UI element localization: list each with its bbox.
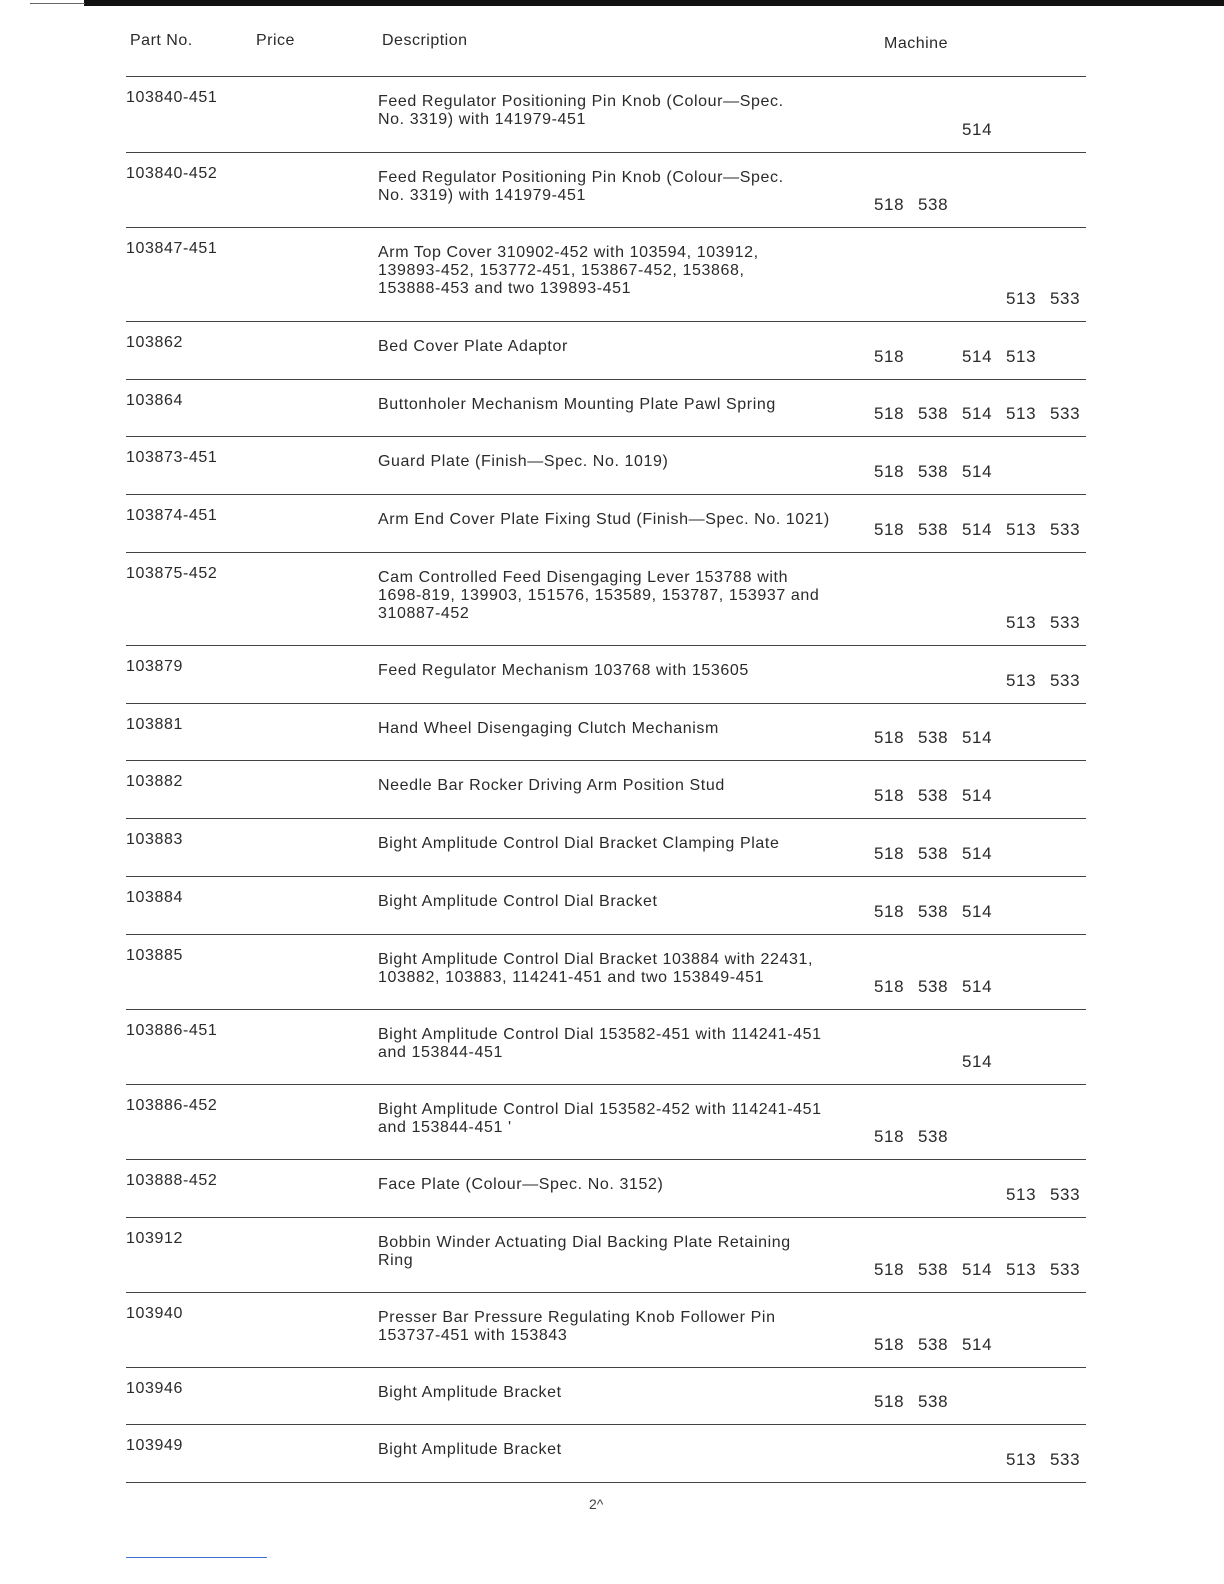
table-header: [122, 20, 1090, 76]
machine-number: 518: [874, 1392, 905, 1411]
row-rule: [126, 1482, 1086, 1483]
machine-list: [874, 1127, 1090, 1147]
part-number: 103886-451: [126, 1022, 218, 1039]
machine-number: 514: [962, 977, 993, 996]
machine-list: [874, 786, 1090, 806]
machine-number: 538: [918, 1260, 949, 1279]
part-number: 103840-451: [126, 89, 218, 106]
machine-number: 514: [962, 462, 993, 481]
machine-list: [874, 120, 1090, 140]
machine-list: [874, 1392, 1090, 1412]
part-description: Face Plate (Colour—Spec. No. 3152): [378, 1176, 664, 1193]
machine-number: 538: [918, 1127, 949, 1146]
machine-number: 533: [1050, 1260, 1081, 1279]
header-machine: Machine: [884, 35, 948, 52]
part-description: Bight Amplitude Bracket: [378, 1384, 562, 1401]
machine-number: 533: [1050, 289, 1081, 308]
part-number: 103881: [126, 716, 183, 733]
table-row: [122, 153, 1090, 227]
machine-number: 514: [962, 1260, 993, 1279]
page-number: 2^: [589, 1496, 604, 1512]
machine-number: 513: [1006, 520, 1037, 539]
machine-number: 538: [918, 728, 949, 747]
machine-number: 518: [874, 977, 905, 996]
machine-number: 514: [962, 120, 993, 139]
machine-number: 514: [962, 786, 993, 805]
part-number: 103864: [126, 392, 183, 409]
machine-number: 518: [874, 1127, 905, 1146]
machine-list: [874, 613, 1090, 633]
part-description: Needle Bar Rocker Driving Arm Position Stud: [378, 777, 725, 794]
part-description: Cam Controlled Feed Disengaging Lever 153788 with 1698-819, 139903, 151576, 153589, 153787, 153937 and 310887-452: [378, 569, 820, 622]
part-number: 103949: [126, 1437, 183, 1454]
machine-list: [874, 1052, 1090, 1072]
machine-list: [874, 195, 1090, 215]
machine-list: [874, 347, 1090, 367]
part-description: Arm Top Cover 310902-452 with 103594, 103912, 139893-452, 153772-451, 153867-452, 153868, 153888-453 and two 139893-451: [378, 244, 759, 297]
part-number: 103940: [126, 1305, 183, 1322]
machine-number: 514: [962, 728, 993, 747]
machine-number: 518: [874, 844, 905, 863]
machine-list: [874, 520, 1090, 540]
machine-number: 514: [962, 902, 993, 921]
machine-number: 533: [1050, 404, 1081, 423]
machine-number: 538: [918, 786, 949, 805]
table-row: [122, 380, 1090, 436]
part-description: Buttonholer Mechanism Mounting Plate Pawl Spring: [378, 396, 776, 413]
machine-number: 518: [874, 786, 905, 805]
header-description: Description: [382, 32, 468, 49]
machine-number: 533: [1050, 520, 1081, 539]
machine-number: 514: [962, 1335, 993, 1354]
part-number: 103883: [126, 831, 183, 848]
machine-number: 513: [1006, 347, 1037, 366]
table-row: [122, 704, 1090, 760]
machine-list: [874, 1450, 1090, 1470]
machine-number: 513: [1006, 613, 1037, 632]
machine-number: 514: [962, 1052, 993, 1071]
machine-number: 518: [874, 728, 905, 747]
part-number: 103875-452: [126, 565, 218, 582]
machine-list: [874, 1260, 1090, 1280]
machine-number: 538: [918, 902, 949, 921]
header-price: Price: [256, 32, 295, 49]
part-description: Bight Amplitude Control Dial Bracket 103884 with 22431, 103882, 103883, 114241-451 and two 153849-451: [378, 951, 814, 986]
table-row: [122, 77, 1090, 152]
machine-number: 533: [1050, 613, 1081, 632]
part-description: Guard Plate (Finish—Spec. No. 1019): [378, 453, 669, 470]
part-description: Bight Amplitude Control Dial 153582-452 with 114241-451 and 153844-451 ': [378, 1101, 822, 1136]
machine-number: 533: [1050, 1450, 1081, 1469]
table-row: [122, 1218, 1090, 1292]
table-row: [122, 495, 1090, 552]
parts-table-body: [122, 77, 1090, 1483]
part-number: 103840-452: [126, 165, 218, 182]
table-row: [122, 1425, 1090, 1482]
part-description: Feed Regulator Mechanism 103768 with 153605: [378, 662, 749, 679]
part-description: Feed Regulator Positioning Pin Knob (Colour—Spec. No. 3319) with 141979-451: [378, 93, 784, 128]
machine-number: 518: [874, 462, 905, 481]
part-description: Presser Bar Pressure Regulating Knob Follower Pin 153737-451 with 153843: [378, 1309, 776, 1344]
parts-list-page: [122, 20, 1090, 1483]
machine-number: 538: [918, 1335, 949, 1354]
part-number: 103874-451: [126, 507, 218, 524]
part-description: Bight Amplitude Control Dial Bracket Clamping Plate: [378, 835, 780, 852]
table-row: [122, 1368, 1090, 1424]
machine-number: 518: [874, 404, 905, 423]
part-description: Arm End Cover Plate Fixing Stud (Finish—Spec. No. 1021): [378, 511, 830, 528]
part-description: Feed Regulator Positioning Pin Knob (Colour—Spec. No. 3319) with 141979-451: [378, 169, 784, 204]
machine-number: 538: [918, 977, 949, 996]
machine-number: 518: [874, 195, 905, 214]
part-description: Bight Amplitude Control Dial 153582-451 with 114241-451 and 153844-451: [378, 1026, 822, 1061]
machine-number: 513: [1006, 671, 1037, 690]
table-row: [122, 819, 1090, 876]
table-row: [122, 877, 1090, 934]
table-row: [122, 761, 1090, 818]
table-row: [122, 437, 1090, 494]
machine-list: [874, 728, 1090, 748]
table-row: [122, 935, 1090, 1009]
machine-list: [874, 404, 1090, 424]
machine-list: [874, 1185, 1090, 1205]
machine-list: [874, 902, 1090, 922]
machine-number: 518: [874, 520, 905, 539]
table-row: [122, 228, 1090, 321]
machine-number: 513: [1006, 404, 1037, 423]
machine-number: 514: [962, 347, 993, 366]
machine-list: [874, 289, 1090, 309]
machine-number: 538: [918, 844, 949, 863]
part-description: Bight Amplitude Control Dial Bracket: [378, 893, 658, 910]
machine-list: [874, 977, 1090, 997]
part-number: 103882: [126, 773, 183, 790]
table-row: [122, 553, 1090, 645]
table-row: [122, 1085, 1090, 1159]
machine-number: 538: [918, 1392, 949, 1411]
machine-list: [874, 462, 1090, 482]
machine-number: 538: [918, 195, 949, 214]
machine-list: [874, 671, 1090, 691]
part-description: Bed Cover Plate Adaptor: [378, 338, 568, 355]
machine-number: 513: [1006, 1185, 1037, 1204]
machine-number: 533: [1050, 671, 1081, 690]
bottom-rule: [126, 1557, 267, 1558]
part-number: 103946: [126, 1380, 183, 1397]
part-number: 103879: [126, 658, 183, 675]
machine-number: 518: [874, 1335, 905, 1354]
machine-number: 518: [874, 347, 905, 366]
part-number: 103862: [126, 334, 183, 351]
machine-list: [874, 1335, 1090, 1355]
machine-number: 518: [874, 902, 905, 921]
top-border-rule: [84, 0, 1224, 6]
machine-number: 538: [918, 462, 949, 481]
machine-number: 533: [1050, 1185, 1081, 1204]
table-row: [122, 1293, 1090, 1367]
table-row: [122, 1010, 1090, 1084]
table-row: [122, 646, 1090, 703]
machine-list: [874, 844, 1090, 864]
part-description: Bobbin Winder Actuating Dial Backing Plate Retaining Ring: [378, 1234, 791, 1269]
machine-number: 514: [962, 404, 993, 423]
machine-number: 514: [962, 520, 993, 539]
part-description: Hand Wheel Disengaging Clutch Mechanism: [378, 720, 719, 737]
table-row: [122, 322, 1090, 379]
table-row: [122, 1160, 1090, 1217]
part-number: 103847-451: [126, 240, 218, 257]
machine-number: 513: [1006, 289, 1037, 308]
part-number: 103885: [126, 947, 183, 964]
part-number: 103873-451: [126, 449, 218, 466]
top-border-rule-thin: [30, 3, 85, 4]
part-number: 103912: [126, 1230, 183, 1247]
machine-number: 513: [1006, 1450, 1037, 1469]
header-part-no: Part No.: [130, 32, 193, 49]
machine-number: 514: [962, 844, 993, 863]
part-number: 103888-452: [126, 1172, 218, 1189]
machine-number: 538: [918, 520, 949, 539]
part-description: Bight Amplitude Bracket: [378, 1441, 562, 1458]
machine-number: 513: [1006, 1260, 1037, 1279]
machine-number: 518: [874, 1260, 905, 1279]
machine-number: 538: [918, 404, 949, 423]
part-number: 103884: [126, 889, 183, 906]
part-number: 103886-452: [126, 1097, 218, 1114]
